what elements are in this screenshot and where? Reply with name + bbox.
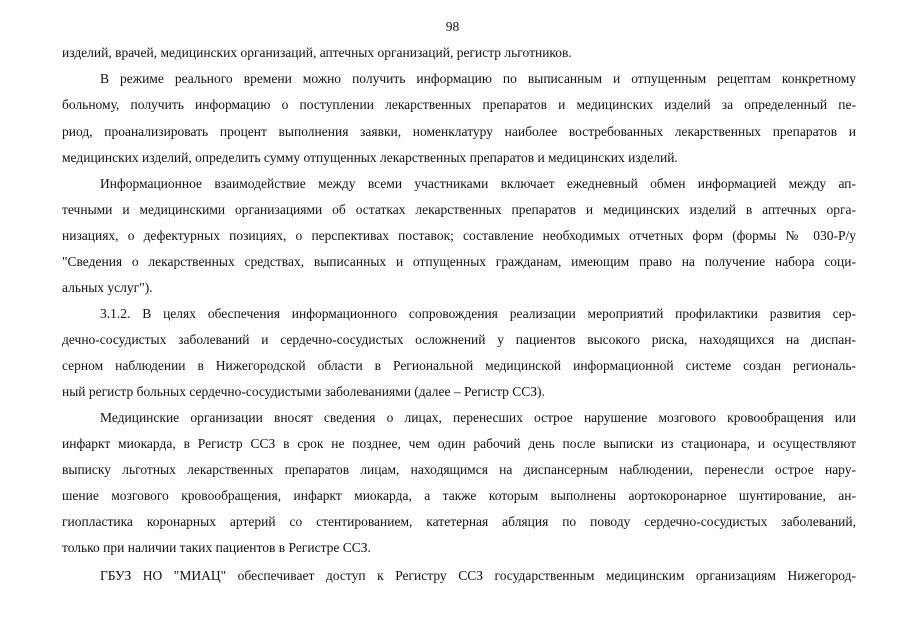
text-line: шение мозгового кровообращения, инфаркт миокарда, а также которым выполнены аортокоронарное шунтирование, ан- — [62, 488, 856, 503]
text-line: "Сведения о лекарственных средствах, выписанных и отпущенных гражданам, имеющим право на получение набора соци- — [62, 254, 856, 269]
text-line: медицинских изделий, определить сумму отпущенных лекарственных препаратов и медицинских изделий. — [62, 150, 678, 165]
text-line: риод, проанализировать процент выполнения заявки, номенклатуру наиболее востребованных лекарственных препаратов и — [62, 124, 856, 139]
text-line: изделий, врачей, медицинских организаций, аптечных организаций, регистр льготников. — [62, 45, 572, 60]
text-line: инфаркт миокарда, в Регистр ССЗ в срок не позднее, чем один рабочий день после выписки из стационара, и осуществляют — [62, 436, 856, 451]
text-line: ный регистр больных сердечно-сосудистыми заболеваниями (далее – Регистр ССЗ). — [62, 384, 545, 399]
text-line: Информационное взаимодействие между всеми участниками включает ежедневный обмен информацией между ап- — [100, 176, 856, 191]
text-line: дечно-сосудистых заболеваний и сердечно-сосудистых осложнений у пациентов высокого риска, находящихся на диспан- — [62, 332, 856, 347]
text-line: больному, получить информацию о поступлении лекарственных препаратов и медицинских изделий за определенный пе- — [62, 97, 856, 112]
text-line: 3.1.2. В целях обеспечения информационного сопровождения реализации мероприятий профилактики развития сер- — [100, 306, 856, 321]
text-line: В режиме реального времени можно получить информацию по выписанным и отпущенным рецептам конкретному — [100, 71, 856, 86]
text-line: течными и медицинскими организациями об остатках лекарственных препаратов и медицинских изделий в аптечных орга- — [62, 202, 856, 217]
text-line: серном наблюдении в Нижегородской области в Региональной медицинской информационной системе создан региональ- — [62, 358, 856, 373]
text-line: ГБУЗ НО "МИАЦ" обеспечивает доступ к Регистру ССЗ государственным медицинским организациям Нижегород- — [100, 568, 856, 583]
page-number: 98 — [445, 19, 460, 34]
text-line: Медицинские организации вносят сведения о лицах, перенесших острое нарушение мозгового кровообращения или — [100, 410, 856, 425]
text-line: выписку льготных лекарственных препаратов лицам, находящимся на диспансерным наблюдении, перенесли острое нару- — [62, 462, 856, 477]
text-line: гиопластика коронарных артерий со стентированием, катетерная абляция по поводу сердечно-сосудистых заболеваний, — [62, 514, 856, 529]
text-line: низациях, о дефектурных позициях, о перспективах поставок; составление необходимых отчетных форм (формы № 030-Р/у — [62, 228, 856, 243]
text-line: альных услуг"). — [62, 280, 153, 295]
text-line: только при наличии таких пациентов в Регистре ССЗ. — [62, 540, 371, 555]
